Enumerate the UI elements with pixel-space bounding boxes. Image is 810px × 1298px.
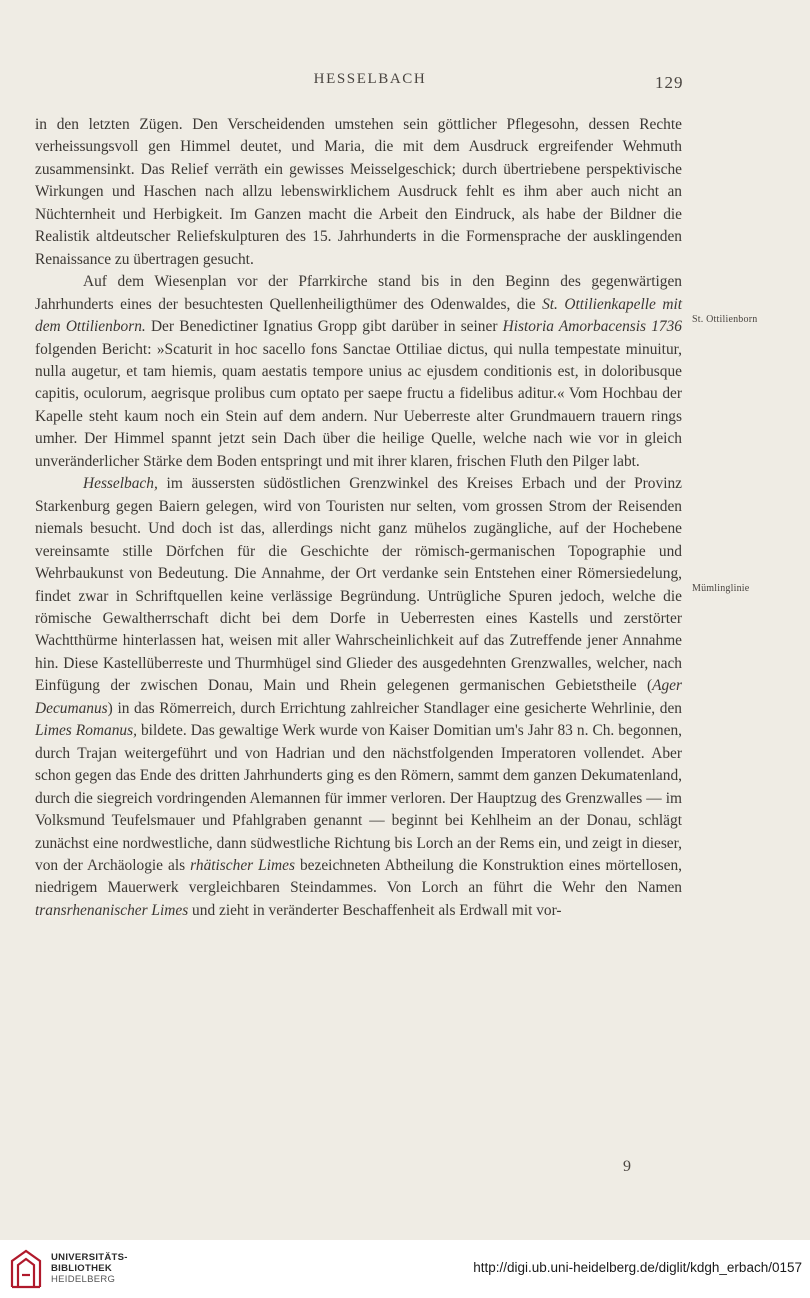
paragraph-1: in den letzten Zügen. Den Verscheidenden umstehen sein göttlicher Pflegesohn, dessen Rechte verheissungsvoll gen Himmel deutet, und Maria, die mit dem Ausdruck ergreifender Wehmuth zusammensinkt. Das Relief verräth ein gewisses Meisselgeschick; durch übertriebene perspektivische Wirkungen und Haschen nach allzu lebenswirklichem Ausdruck fehlt es ihm aber auch nicht an Nüchternheit und Herbigkeit. Im Ganzen macht die Arbeit den Eindruck, als habe der Bildner die Realistik altdeutscher Reliefskulpturen des 15. Jahrhunderts in die Formensprache der ausklingenden Renaissance zu übertragen gesucht. xyxy=(35,116,682,268)
paragraph-2: Auf dem Wiesenplan vor der Pfarrkirche stand bis in den Beginn des gegenwärtigen Jahrhunderts eines der besuchtesten Quellenheiligthümer des Odenwaldes, die St. Ottilienkapelle mit dem Ottilienborn. Der Benedictiner Ignatius Gropp gibt darüber in seiner Historia Amorbacensis 1736 folgenden Bericht: »Scaturit in hoc sacello fons Sanctae Ottiliae dictus, qui nulla tempestate minuitur, nulla augetur, et tam hiemis, quam aestatis tempore unius ac ejusdem conditionis est, in doloribusque capitis, oculorum, aegrisque prolibus cum optato per saepe fructu a fidelibus aditur.« Vom Hochbau der Kapelle steht kaum noch ein Stein auf dem andern. Nur Ueberreste alter Grundmauern trauern rings umher. Der Himmel spannt jetzt sein Dach über die heilige Quelle, welche nach wie vor in gleich unveränderlicher Stärke dem Boden entspringt und mit ihrer klaren, frischen Fluth den Pilger labt. xyxy=(35,273,682,470)
marginal-note-ottilienborn: St. Ottilienborn xyxy=(692,314,758,325)
body-text xyxy=(35,114,682,922)
marginal-note-muemlinglinie: Mümlinglinie xyxy=(692,583,750,594)
university-library-logo-icon xyxy=(8,1247,44,1291)
running-header: HESSELBACH xyxy=(313,71,427,87)
viewer-footer xyxy=(0,1240,810,1298)
source-url-link[interactable]: http://digi.ub.uni-heidelberg.de/diglit/kdgh_erbach/0157 xyxy=(473,1260,802,1275)
signature-mark: 9 xyxy=(623,1158,631,1175)
page-number: 129 xyxy=(655,73,684,92)
library-name: UNIVERSITÄTS- BIBLIOTHEK HEIDELBERG xyxy=(51,1252,128,1285)
paragraph-3: Hesselbach, im äussersten südöstlichen Grenzwinkel des Kreises Erbach und der Provinz Starkenburg gegen Baiern gelegen, wird von Touristen nur selten, vom grossen Strom der Reisenden niemals besucht. Und doch ist das, allerdings nicht ganz mühelos zugängliche, auf der Hochebene vereinsamte stille Dörfchen für die Geschichte der römisch-germanischen Topographie und Wehrbaukunst von Bedeutung. Die Annahme, der Ort verdanke sein Entstehen einer Römersiedelung, findet zwar in Schriftquellen keine verlässige Begründung. Untrügliche Spuren jedoch, welche die römische Gewaltherrschaft dicht bei dem Dorfe in Ueberresten eines Kastells und zerstörter Wachtthürme hinterlassen hat, weisen mit aller Wahrscheinlichkeit auf das Zutreffende jener Annahme hin. Diese Kastellüberreste und Thurmhügel sind Glieder des ausgedehnten Grenzwalles, welcher, nach Einfügung der zwischen Donau, Main und Rhein gelegenen germanischen Gebietstheile (Ager Decumanus) in das Römerreich, durch Errichtung zahlreicher Standlager eine gesicherte Wehrlinie, den Limes Romanus, bildete. Das gewaltige Werk wurde von Kaiser Domitian um's Jahr 83 n. Ch. begonnen, durch Trajan weitergeführt und von Hadrian und den nächstfolgenden Imperatoren vollendet. Aber schon gegen das Ende des dritten Jahrhunderts ging es den Römern, sammt dem ganzen Dekumatenland, durch die siegreich vordringenden Alemannen für immer verloren. Der Hauptzug des Grenzwalles — im Volksmund Teufelsmauer und Pfahlgraben genannt — beginnt bei Kehlheim an der Donau, schlägt zunächst eine nordwestliche, dann südwestliche Richtung bis Lorch an der Rems ein, und zeigt in dieser, von der Archäologie als rhätischer Limes bezeichneten Abtheilung die Konstruktion eines mörtellosen, niedrigem Mauerwerk vergleichbaren Steindammes. Von Lorch an führt die Wehr den Namen transrhenanischer Limes und zieht in veränderter Beschaffenheit als Erdwall mit vor- xyxy=(35,475,682,919)
